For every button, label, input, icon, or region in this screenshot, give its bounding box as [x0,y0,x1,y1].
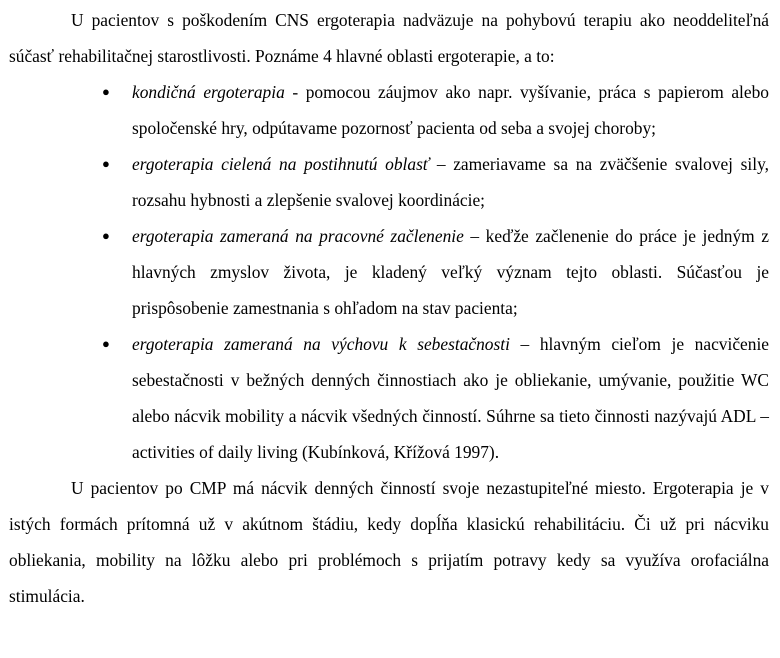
closing-paragraph: U pacientov po CMP má nácvik denných činností svoje nezastupiteľné miesto. Ergoterapia je v istých formách prítomná už v akútnom štádiu, kedy dopĺňa klasickú rehabilitáciu. Či už pri nácviku obliekania, mobility na lôžku alebo pri problémoch s prijatím potravy kedy sa využíva orofaciálna stimulácia. [9,478,769,606]
bullet-icon: ● [102,156,110,171]
document-body [9,2,769,614]
bullet-text: – zameriavame sa na zväčšenie svalovej sily, rozsahu hybnosti a zlepšenie svalovej koordinácie; [132,154,770,210]
list-item [9,326,769,470]
bullet-icon: ● [102,84,110,99]
bullet-term: ergoterapia cielená na postihnutú oblasť [132,154,430,174]
ergotherapy-areas-list [9,74,769,470]
bullet-text: – keďže začlenenie do práce je jedným z hlavných zmyslov života, je kladený veľký význam tejto oblasti. Súčasťou je prispôsobenie zamestnania s ohľadom na stav pacienta; [132,226,769,318]
bullet-term: kondičná ergoterapia [132,82,285,102]
bullet-icon: ● [102,336,110,351]
intro-paragraph: U pacientov s poškodením CNS ergoterapia nadväzuje na pohybovú terapiu ako neoddeliteľná súčasť rehabilitačnej starostlivosti. Poznáme 4 hlavné oblasti ergoterapie, a to: [9,10,769,66]
list-item [9,74,769,146]
list-item [9,146,769,218]
bullet-text: – hlavným cieľom je nacvičenie sebestačnosti v bežných denných činnostiach ako je obliekanie, umývanie, použitie WC alebo nácvik mobility a nácvik všedných činností. Súhrne sa tieto činnosti nazývajú ADL – activities of daily living (Kubínková, Křížová 1997). [132,334,770,462]
bullet-text: - pomocou záujmov ako napr. vyšívanie, práca s papierom alebo spoločenské hry, odpútavame pozornosť pacienta od seba a svojej choroby; [132,82,769,138]
bullet-term: ergoterapia zameraná na výchovu k sebestačnosti [132,334,510,354]
list-item [9,218,769,326]
bullet-term: ergoterapia zameraná na pracovné začlenenie [132,226,464,246]
bullet-icon: ● [102,228,110,243]
